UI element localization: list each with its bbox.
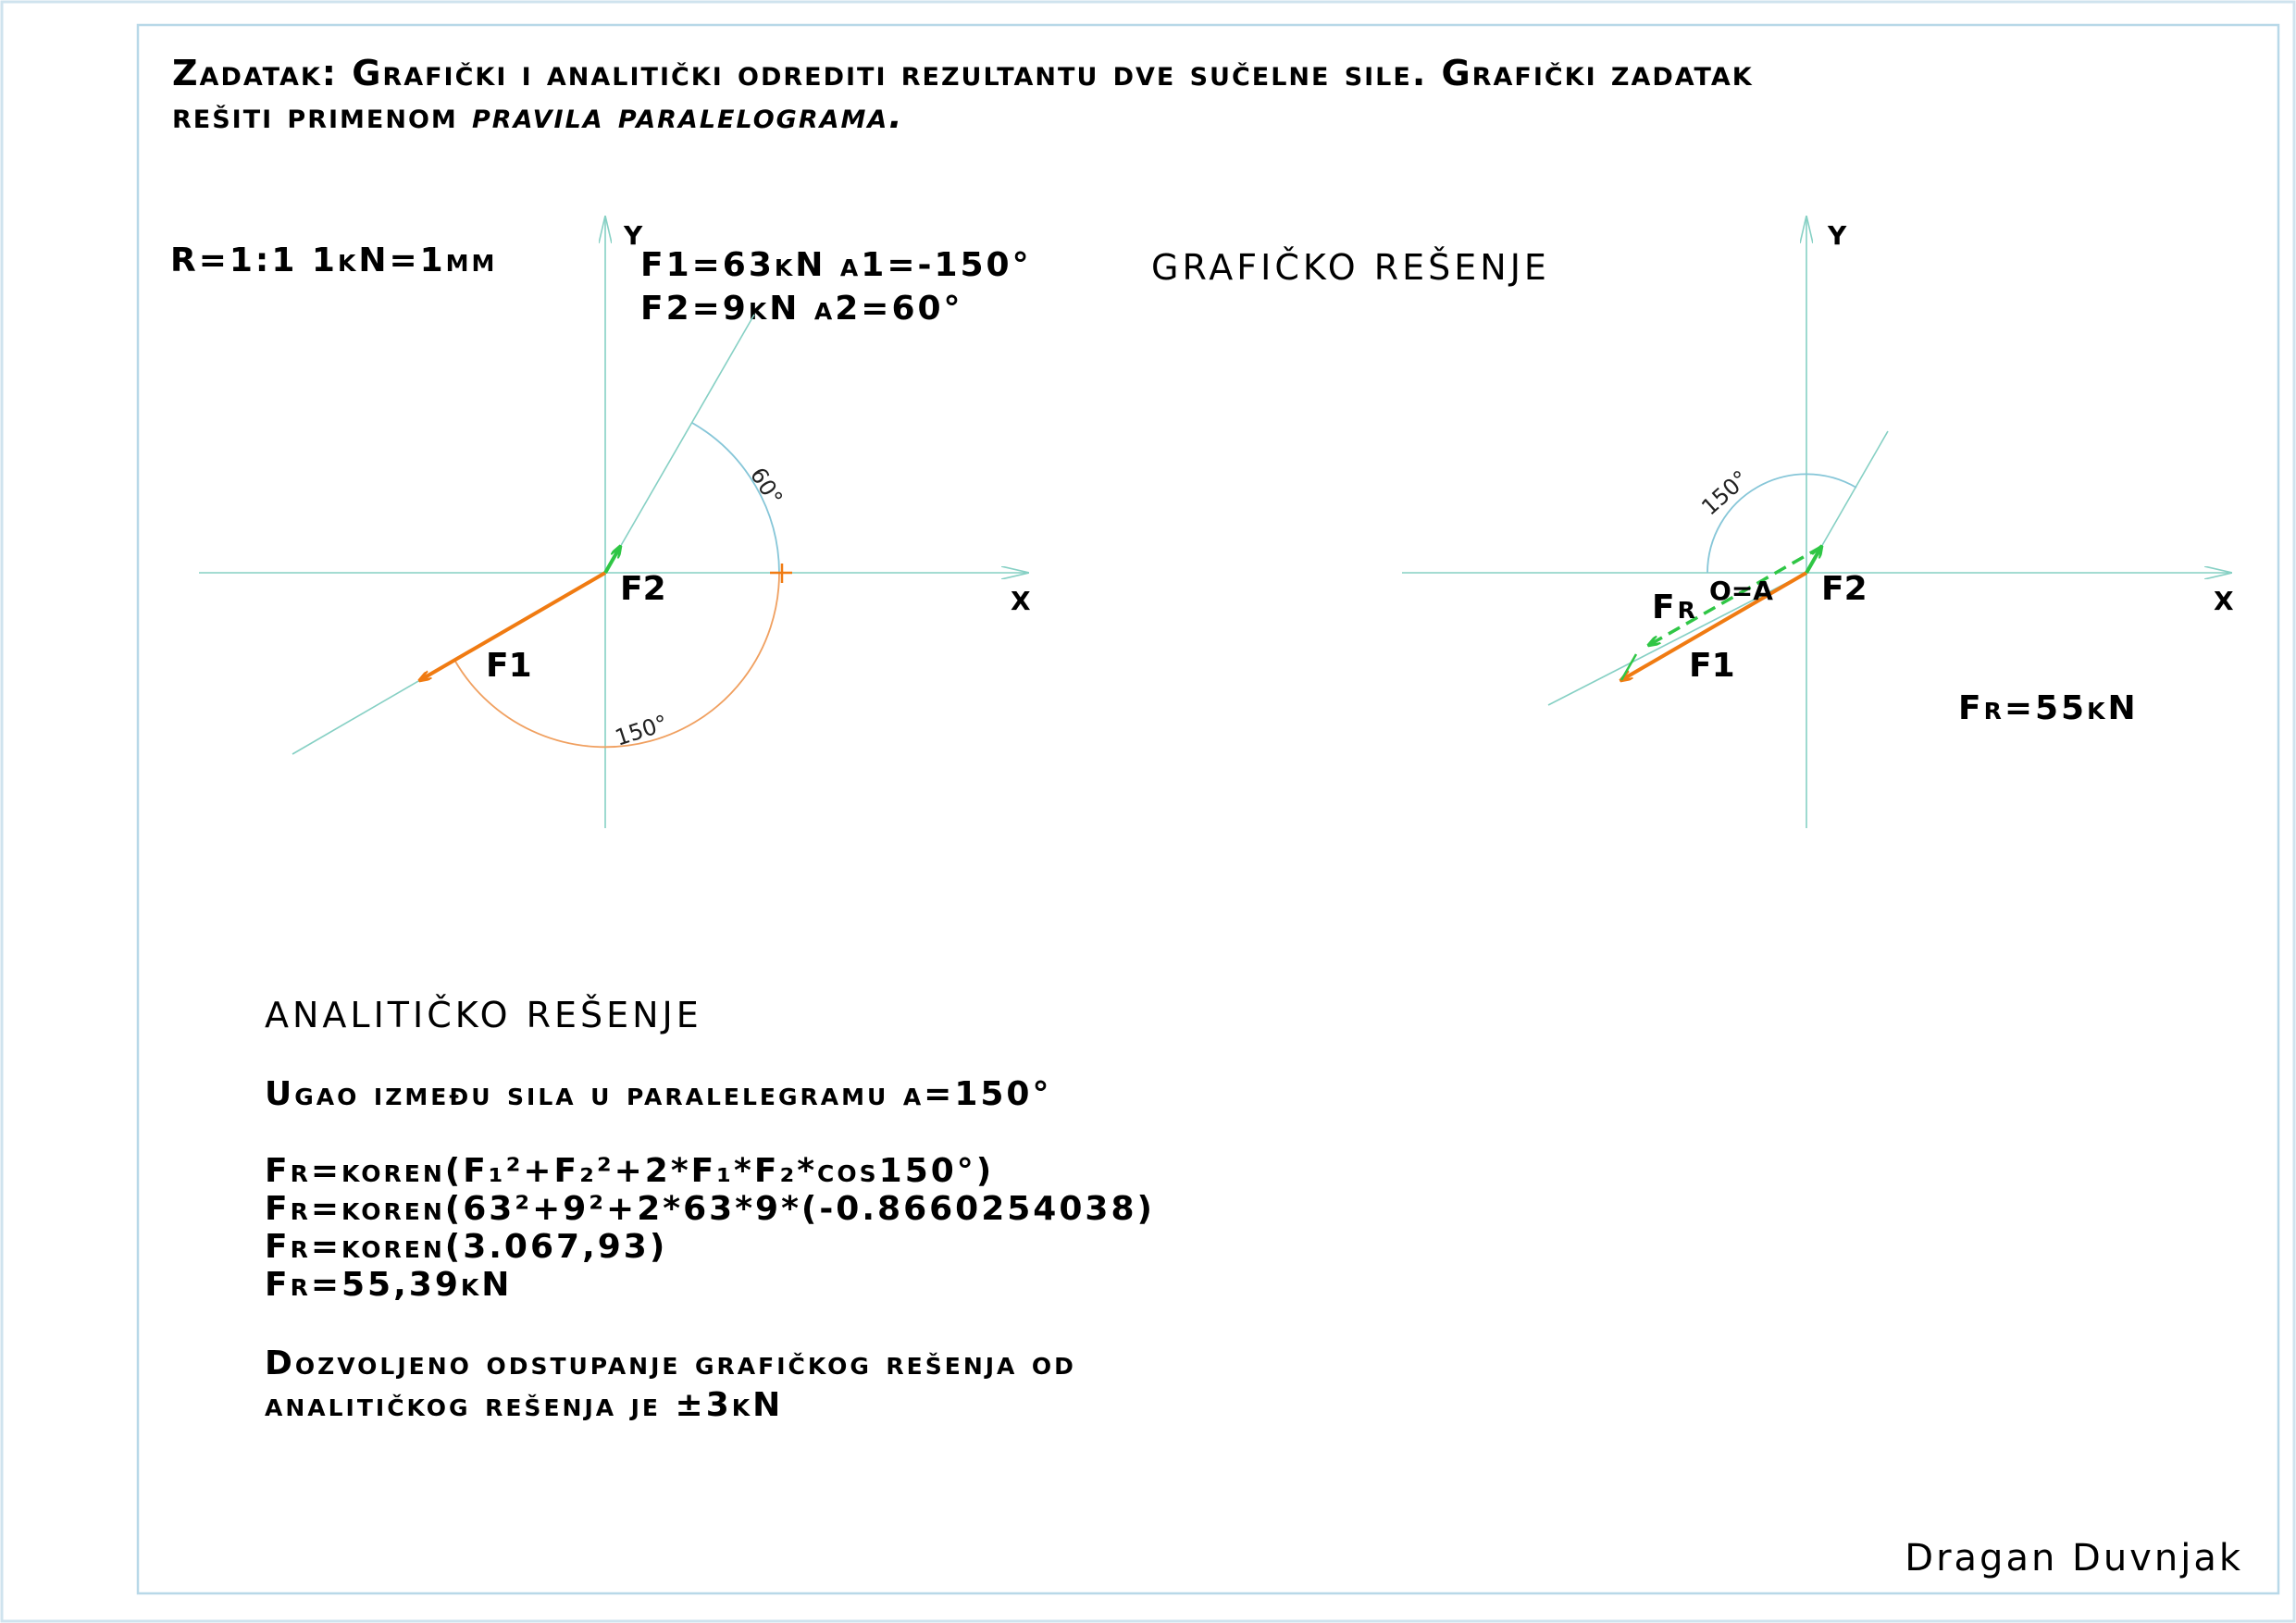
left-force-f2-vector — [605, 547, 620, 573]
left-y-axis-label: Y — [624, 220, 643, 251]
right-angle-150-label: 150° — [1696, 465, 1754, 521]
left-f1-label: F1 — [486, 647, 532, 685]
right-origin-label: O=A — [1709, 576, 1773, 606]
task-title-line2 — [172, 95, 904, 136]
analytic-heading: ANALITIČKO REŠENJE — [265, 995, 702, 1035]
right-f1-label: F1 — [1689, 647, 1735, 685]
right-x-axis-label: X — [2214, 586, 2234, 616]
graphic-heading: GRAFIČKO REŠENJE — [1151, 247, 1550, 288]
left-f2-direction-line — [605, 315, 754, 573]
left-f2-label: F2 — [620, 570, 666, 608]
analytic-formula-1: Fr=koren(F₁²+F₂²+2*F₁*F₂*cos150°) — [265, 1152, 995, 1190]
right-y-axis-label: Y — [1828, 220, 1847, 251]
scale-label: R=1:1 1kN=1mm — [170, 242, 498, 279]
right-diagram — [1402, 217, 2234, 828]
analytic-angle-line: Ugao između sila u paralelegramu α=150° — [265, 1075, 1052, 1113]
task-title-line1: Zadatak: Grafički i analitički odrediti rezultantu dve sučelne sile. Grafički zadatak — [172, 53, 1754, 93]
right-fr-label: Fr — [1652, 588, 1698, 626]
right-result-label: Fr=55kN — [1958, 689, 2139, 727]
left-x-axis-label: X — [1011, 586, 1031, 616]
tolerance-line-1: Dozvoljeno odstupanje grafičkog rešenja od — [265, 1344, 1076, 1382]
task-title-line2-text: rešiti primenom — [172, 95, 473, 136]
analytic-formula-2: Fr=koren(63²+9²+2*63*9*(-0.8660254038) — [265, 1190, 1155, 1228]
left-angle-150-label: 150° — [612, 710, 671, 751]
right-f2-label: F2 — [1821, 570, 1868, 608]
left-angle-60-label: 60° — [744, 463, 788, 511]
given-f1: F1=63kN α1=-150° — [640, 246, 1032, 284]
author-signature: Dragan Duvnjak — [1905, 1537, 2243, 1580]
analytic-formula-3: Fr=koren(3.067,93) — [265, 1228, 668, 1266]
task-title-line2-italic: pravila paralelograma. — [472, 95, 904, 136]
analytic-result: Fr=55,39kN — [265, 1266, 513, 1304]
tolerance-line-2: analitičkog rešenja je ±3kN — [265, 1386, 784, 1424]
given-f2: F2=9kN α2=60° — [640, 290, 963, 328]
